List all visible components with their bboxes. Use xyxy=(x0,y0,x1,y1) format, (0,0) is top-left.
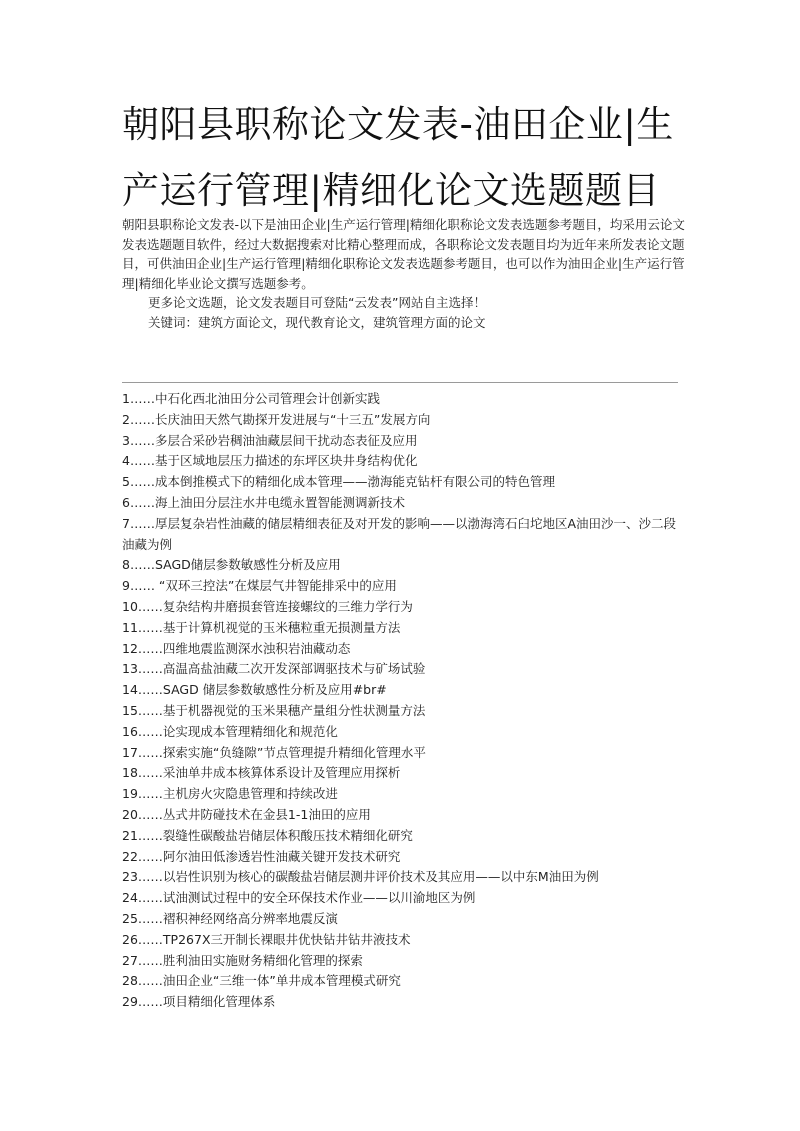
topic-item: 19……主机房火灾隐患管理和持续改进 xyxy=(122,786,338,802)
topic-item: 25……褶积神经网络高分辨率地震反演 xyxy=(122,910,338,926)
topic-item: 21……裂缝性碳酸盐岩储层体积酸压技术精细化研究 xyxy=(122,827,413,843)
topic-item: 15……基于机器视觉的玉米果穗产量组分性状测量方法 xyxy=(122,702,426,718)
topic-item: 5……成本倒推模式下的精细化成本管理——渤海能克钻杆有限公司的特色管理 xyxy=(122,474,555,490)
topic-item: 27……胜利油田实施财务精细化管理的探索 xyxy=(122,952,363,968)
topic-list xyxy=(122,389,688,1013)
topic-item: 28……油田企业“三维一体”单井成本管理模式研究 xyxy=(122,973,401,989)
topic-item: 16……论实现成本管理精细化和规范化 xyxy=(122,723,338,739)
topic-item: 3……多层合采砂岩稠油油藏层间干扰动态表征及应用 xyxy=(122,432,418,448)
more-info-line: 更多论文选题，论文发表题目可登陆“云发表”网站自主选择！ xyxy=(148,295,486,310)
document-title: 朝阳县职称论文发表-油田企业|生产运行管理|精细化论文选题题目 xyxy=(122,103,674,212)
topic-item: 23……以岩性识别为核心的碳酸盐岩储层测井评价技术及其应用——以中东M油田为例 xyxy=(122,869,599,885)
topic-item: 24……试油测试过程中的安全环保技术作业——以川渝地区为例 xyxy=(122,890,476,906)
topic-item: 18……采油单井成本核算体系设计及管理应用探析 xyxy=(122,765,401,781)
intro-paragraph: 朝阳县职称论文发表-以下是油田企业|生产运行管理|精细化职称论文发表选题参考题目，均采用云论文发表选题题目软件，经过大数据搜索对比精心整理而成，各职称论文发表题目均为近年来所发表论文题目，可供油田企业|生产运行管理|精细化职称论文发表选题参考题目，也可以作为油田企业|生产运行管理|精细化毕业论文撰写选题参考。 xyxy=(122,217,685,291)
section-divider xyxy=(122,382,678,383)
topic-item: 9…… “双环三控法”在煤层气井智能排采中的应用 xyxy=(122,578,397,594)
topic-item: 2……长庆油田天然气勘探开发进展与“十三五”发展方向 xyxy=(122,411,431,427)
topic-item: 7……厚层复杂岩性油藏的储层精细表征及对开发的影响——以渤海湾石臼坨地区A油田沙一、沙二段油藏为例 xyxy=(122,515,677,552)
topic-item: 4……基于区域地层压力描述的东坪区块井身结构优化 xyxy=(122,453,418,469)
topic-item: 6……海上油田分层注水井电缆永置智能测调新技术 xyxy=(122,494,405,510)
topic-item: 20……丛式井防碰技术在金县1-1油田的应用 xyxy=(122,806,371,822)
topic-item: 12……四维地震监测深水浊积岩油藏动态 xyxy=(122,640,351,656)
topic-item: 26……TP267X三开制长裸眼井优快钻井钻井液技术 xyxy=(122,931,411,947)
topic-item: 10……复杂结构井磨损套管连接螺纹的三维力学行为 xyxy=(122,598,413,614)
topic-item: 11……基于计算机视觉的玉米穗粒重无损测量方法 xyxy=(122,619,401,635)
topic-item: 17……探索实施“负缝隙”节点管理提升精细化管理水平 xyxy=(122,744,426,760)
topic-item: 1……中石化西北油田分公司管理会计创新实践 xyxy=(122,391,380,406)
topic-item: 22……阿尔油田低渗透岩性油藏关键开发技术研究 xyxy=(122,848,401,864)
topic-item: 8……SAGD储层参数敏感性分析及应用 xyxy=(122,557,341,573)
topic-item: 29……项目精细化管理体系 xyxy=(122,994,276,1010)
topic-item: 13……高温高盐油藏二次开发深部调驱技术与矿场试验 xyxy=(122,661,426,677)
intro-section xyxy=(122,215,688,332)
keywords-line: 关键词：建筑方面论文，现代教育论文，建筑管理方面的论文 xyxy=(148,314,486,330)
topic-item: 14……SAGD 储层参数敏感性分析及应用#br# xyxy=(122,682,387,698)
